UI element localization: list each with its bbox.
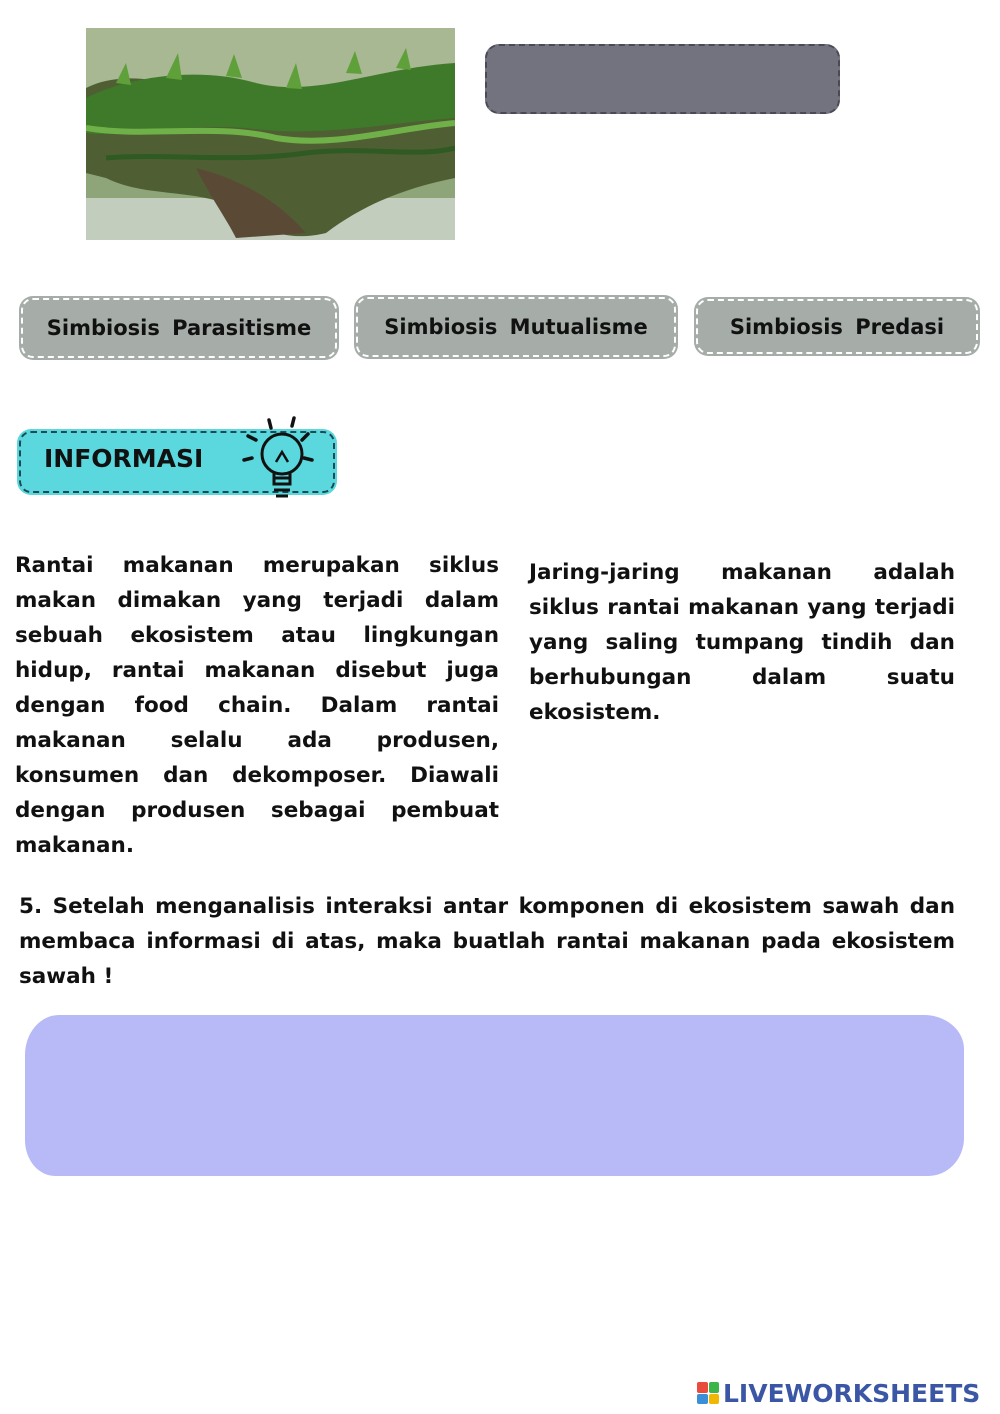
food-chain-paragraph: Rantai makanan merupakan siklus makan dimakan yang terjadi dalam sebuah ekosistem atau lingkungan hidup, rantai makanan disebut juga dengan food chain. Dalam rantai makanan selalu ada produsen, konsumen dan dekomposer. Diawali dengan produsen sebagai pembuat makanan.: [15, 553, 499, 858]
choice-label: Simbiosis Predasi: [729, 314, 945, 339]
choice-label: Simbiosis Mutualisme: [384, 315, 648, 339]
choice-parasitisme-button[interactable]: [21, 298, 337, 358]
liveworksheets-logo: [697, 1378, 980, 1408]
liveworksheets-logo-icon: [697, 1382, 719, 1404]
fern-branch-image: [86, 28, 455, 240]
info-label: INFORMASI: [44, 444, 204, 473]
choice-label: Simbiosis Parasitisme: [46, 316, 312, 340]
choice-predasi-button[interactable]: [696, 299, 978, 354]
answer-drop-box[interactable]: [485, 44, 840, 114]
answer-text-area[interactable]: [25, 1015, 964, 1176]
food-web-paragraph: Jaring-jaring makanan adalah siklus rantai makanan yang terjadi yang saling tumpang tindih dan berhubungan dalam suatu ekosistem.: [529, 560, 955, 725]
question-text: 5. Setelah menganalisis interaksi antar komponen di ekosistem sawah dan membaca informasi di atas, maka buatlah rantai makanan pada ekosistem sawah !: [19, 894, 955, 989]
footer-brand-text: LIVEWORKSHEETS: [723, 1378, 981, 1408]
lightbulb-icon: [236, 412, 336, 506]
choice-mutualisme-button[interactable]: [356, 297, 676, 357]
